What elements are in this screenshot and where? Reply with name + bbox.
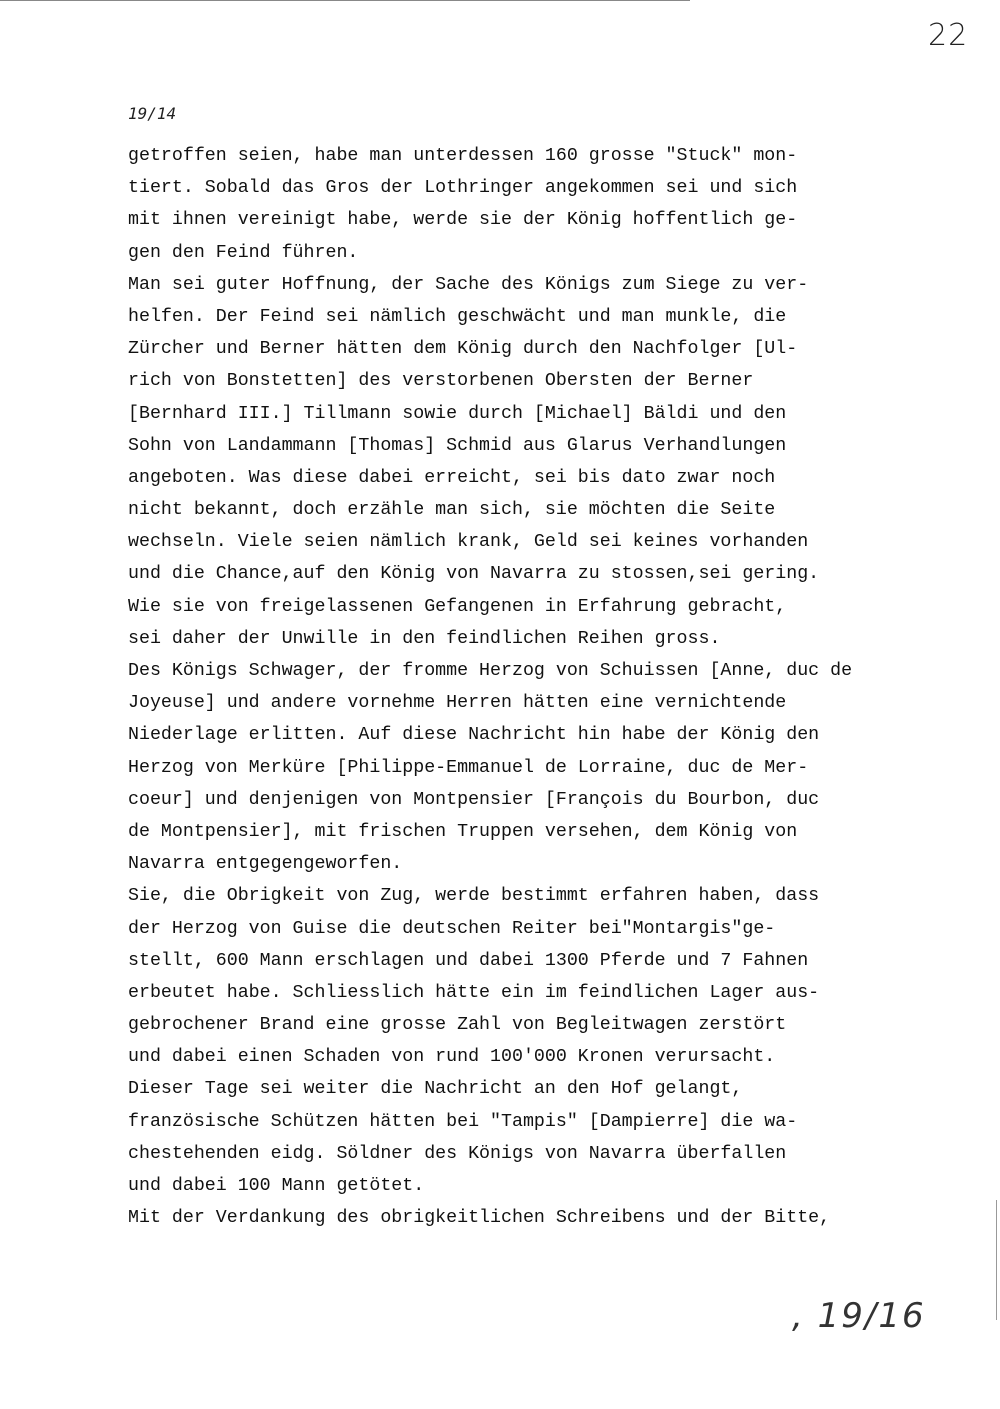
text-line: Navarra entgegengeworfen. xyxy=(128,854,403,875)
text-line: und die Chance,auf den König von Navarra zu stossen,sei gering. xyxy=(128,564,820,585)
text-line: wechseln. Viele seien nämlich krank, Geld sei keines vorhanden xyxy=(128,532,809,553)
document-body xyxy=(128,140,928,1234)
page-reference: 19/14 xyxy=(128,104,177,123)
text-line: helfen. Der Feind sei nämlich geschwächt und man munkle, die xyxy=(128,306,787,327)
handwritten-page-annotation: , 19/16 xyxy=(792,1296,926,1336)
text-line: Joyeuse] und andere vornehme Herren hätten eine vernichtende xyxy=(128,693,787,714)
text-line: sei daher der Unwille in den feindlichen Reihen gross. xyxy=(128,628,721,649)
text-line: gebrochener Brand eine grosse Zahl von Begleitwagen zerstört xyxy=(128,1015,787,1036)
text-line: [Bernhard III.] Tillmann sowie durch [Michael] Bäldi und den xyxy=(128,403,787,424)
text-line: Sie, die Obrigkeit von Zug, werde bestimmt erfahren haben, dass xyxy=(128,886,820,907)
text-line: coeur] und denjenigen von Montpensier [François du Bourbon, duc xyxy=(128,789,820,810)
text-line: und dabei 100 Mann getötet. xyxy=(128,1176,425,1196)
text-line: de Montpensier], mit frischen Truppen versehen, dem König von xyxy=(128,821,798,842)
text-line: erbeutet habe. Schliesslich hätte ein im feindlichen Lager aus- xyxy=(128,982,820,1003)
text-line: Dieser Tage sei weiter die Nachricht an den Hof gelangt, xyxy=(128,1079,743,1100)
top-scan-rule xyxy=(0,0,690,1)
text-line: Herzog von Merküre [Philippe-Emmanuel de Lorraine, duc de Mer- xyxy=(128,757,809,778)
text-line: tiert. Sobald das Gros der Lothringer angekommen sei und sich xyxy=(128,178,798,199)
text-line: gen den Feind führen. xyxy=(128,242,359,263)
text-line: der Herzog von Guise die deutschen Reiter bei"Montargis"ge- xyxy=(128,918,776,939)
text-line: und dabei einen Schaden von rund 100'000 Kronen verursacht. xyxy=(128,1047,776,1068)
text-line: französische Schützen hätten bei "Tampis" [Dampierre] die wa- xyxy=(128,1111,798,1132)
text-line: Sohn von Landammann [Thomas] Schmid aus Glarus Verhandlungen xyxy=(128,435,787,456)
text-line: Wie sie von freigelassenen Gefangenen in Erfahrung gebracht, xyxy=(128,596,787,617)
text-line: Mit der Verdankung des obrigkeitlichen Schreibens und der Bitte, xyxy=(128,1208,831,1229)
text-line: Zürcher und Berner hätten dem König durch den Nachfolger [Ul- xyxy=(128,339,798,360)
corner-page-number: 22 xyxy=(928,18,969,53)
text-line: chestehenden eidg. Söldner des Königs von Navarra überfallen xyxy=(128,1143,787,1164)
text-line: nicht bekannt, doch erzähle man sich, sie möchten die Seite xyxy=(128,500,776,521)
text-line: Des Königs Schwager, der fromme Herzog von Schuissen [Anne, duc de xyxy=(128,661,853,681)
text-line: Man sei guter Hoffnung, der Sache des Königs zum Siege zu ver- xyxy=(128,274,809,295)
text-line: stellt, 600 Mann erschlagen und dabei 1300 Pferde und 7 Fahnen xyxy=(128,950,809,971)
text-line: angeboten. Was diese dabei erreicht, sei bis dato zwar noch xyxy=(128,467,776,488)
right-scan-edge xyxy=(996,1200,997,1320)
text-line: mit ihnen vereinigt habe, werde sie der König hoffentlich ge- xyxy=(128,210,798,231)
text-line: Niederlage erlitten. Auf diese Nachricht hin habe der König den xyxy=(128,725,820,746)
text-line: rich von Bonstetten] des verstorbenen Obersten der Berner xyxy=(128,371,754,392)
text-line: getroffen seien, habe man unterdessen 160 grosse "Stuck" mon- xyxy=(128,146,798,166)
